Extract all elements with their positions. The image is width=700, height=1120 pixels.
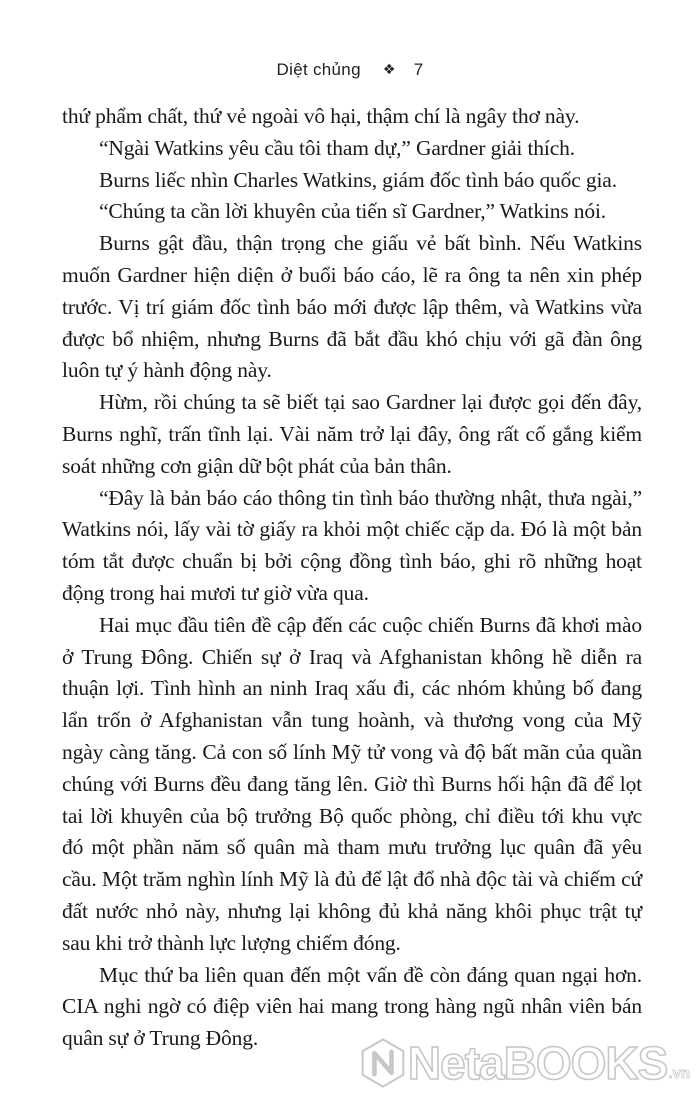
paragraph: Burns liếc nhìn Charles Watkins, giám đốc tình báo quốc gia.	[99, 167, 617, 192]
paragraph: Burns gật đầu, thận trọng che giấu vẻ bất bình. Nếu Watkins muốn Gardner hiện diện ở buổi báo cáo, lẽ ra ông ta nên xin phép trước. Vị trí giám đốc tình báo mới được lập thêm, và Watkins vừa được bổ nhiệm, nhưng Burns đã bắt đầu khó chịu với gã đàn ông luôn tự ý hành động này.	[62, 231, 642, 383]
paragraph: thứ phẩm chất, thứ vẻ ngoài vô hại, thậm chí là ngây thơ này.	[62, 104, 580, 128]
paragraph: “Chúng ta cần lời khuyên của tiến sĩ Gardner,” Watkins nói.	[99, 199, 607, 224]
watermark-brand: NetaBOOKS	[407, 1037, 668, 1089]
netabooks-watermark	[360, 1018, 690, 1108]
separator-ornament: ❖	[382, 61, 396, 77]
netabooks-logo-icon	[360, 1024, 406, 1102]
running-header	[0, 60, 700, 80]
body-text	[62, 101, 642, 1055]
page-number: 7	[413, 60, 424, 79]
paragraph: Hừm, rồi chúng ta sẽ biết tại sao Gardner lại được gọi đến đây, Burns nghĩ, trấn tĩnh lại. Vài năm trở lại đây, ông rất cố gắng kiểm soát những cơn giận dữ bột phát của bản thân.	[62, 390, 642, 478]
paragraph: “Ngài Watkins yêu cầu tôi tham dự,” Gardner giải thích.	[99, 135, 575, 160]
chapter-title: Diệt chủng	[276, 60, 361, 79]
paragraph: Hai mục đầu tiên đề cập đến các cuộc chiến Burns đã khơi mào ở Trung Đông. Chiến sự ở Iraq và Afghanistan không hề diễn ra thuận lợi. Tình hình an ninh Iraq xấu đi, các nhóm khủng bố đang lẩn trốn ở Afghanistan vẫn tung hoành, và thương vong của Mỹ ngày càng tăng. Cả con số lính Mỹ tử vong và độ bất mãn của quần chúng với Burns đều đang tăng lên. Giờ thì Burns hối hận đã để lọt tai lời khuyên của bộ trưởng Bộ quốc phòng, chỉ điều tới khu vực đó một phần năm số quân mà tham mưu trưởng lục quân đã yêu cầu. Một trăm nghìn lính Mỹ là đủ để lật đổ nhà độc tài và chiếm cứ đất nước nhỏ này, nhưng lại không đủ khả năng khôi phục trật tự sau khi trở thành lực lượng chiếm đóng.	[62, 612, 642, 955]
paragraph: “Đây là bản báo cáo thông tin tình báo thường nhật, thưa ngài,” Watkins nói, lấy vài tờ giấy ra khỏi một chiếc cặp da. Đó là một bản tóm tắt được chuẩn bị bởi cộng đồng tình báo, ghi rõ những hoạt động trong hai mươi tư giờ vừa qua.	[62, 485, 642, 605]
paragraph: Mục thứ ba liên quan đến một vấn đề còn đáng quan ngại hơn. CIA nghi ngờ có điệp viên hai mang trong hàng ngũ nhân viên bán quân sự ở Trung Đông.	[62, 962, 642, 1051]
watermark-suffix: .vn	[668, 1065, 690, 1082]
